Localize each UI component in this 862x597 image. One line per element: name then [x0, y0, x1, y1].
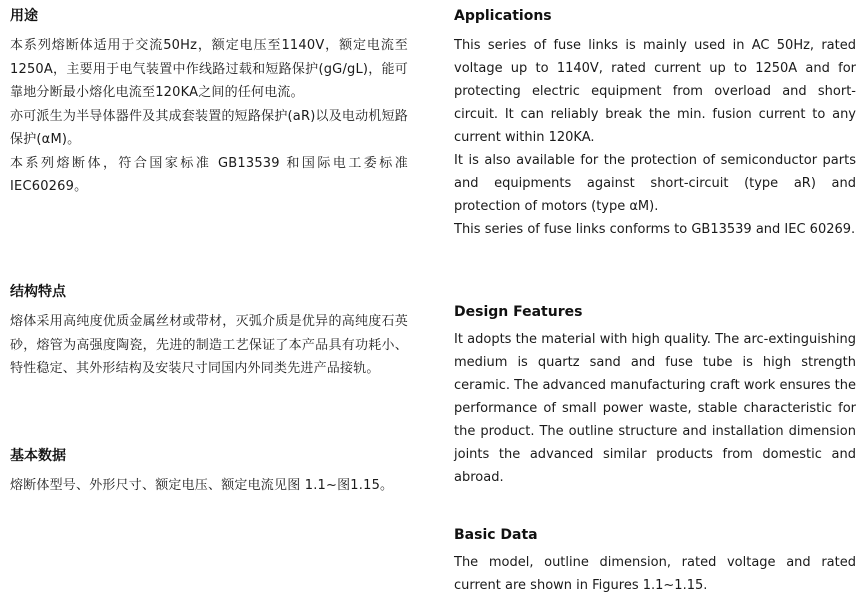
en-usage-section	[454, 6, 856, 241]
zh-usage-paragraph-3: 本系列熔断体，符合国家标准 GB13539 和国际电工委标准 IEC60269。	[10, 155, 408, 194]
zh-usage-paragraph-2: 亦可派生为半导体器件及其成套装置的短路保护(aR)以及电动机短路保护(αM)。	[10, 108, 408, 147]
zh-basic-section	[10, 446, 408, 498]
en-design-paragraph: It adopts the material with high quality. The arc-extinguishing medium is quartz sand and fuse tube is high strength ceramic. The advanced manufacturing craft work ensures the performance of small power waste, stable characteristic for the product. The outline structure and installation dimension joints the advanced similar products from domestic and abroad.	[454, 332, 856, 485]
en-basic-heading: Basic Data	[454, 527, 538, 543]
zh-usage-paragraph-1: 本系列熔断体适用于交流50Hz，额定电压至1140V，额定电流至1250A，主要用于电气装置中作线路过载和短路保护(gG/gL)，能可靠地分断最小熔化电流至120KA之间的任何电流。	[10, 38, 408, 100]
en-basic-section	[454, 525, 856, 597]
zh-design-section	[10, 282, 408, 381]
zh-usage-heading: 用途	[10, 8, 38, 24]
en-usage-heading: Applications	[454, 8, 552, 24]
zh-design-heading: 结构特点	[10, 284, 66, 300]
zh-basic-paragraph: 熔断体型号、外形尺寸、额定电压、额定电流见图 1.1~图1.15。	[10, 478, 394, 493]
zh-design-paragraph: 熔体采用高纯度优质金属丝材或带材，灭弧介质是优异的高纯度石英砂，熔管为高强度陶瓷，先进的制造工艺保证了本产品具有功耗小、特性稳定、其外形结构及安装尺寸同国内外同类先进产品接轨。	[10, 314, 408, 376]
zh-usage-section	[10, 6, 408, 199]
zh-basic-heading: 基本数据	[10, 448, 66, 464]
en-design-heading: Design Features	[454, 304, 583, 320]
en-usage-paragraph-1: This series of fuse links is mainly used in AC 50Hz, rated voltage up to 1140V, rated current up to 1250A and for protecting electric equipment from overload and short-circuit. It can reliably break the min. fusion current to any current within 120KA.	[454, 38, 856, 145]
en-usage-paragraph-2: It is also available for the protection of semiconductor parts and equipments against short-circuit (type aR) and protection of motors (type αM).	[454, 153, 856, 214]
en-design-section	[454, 302, 856, 489]
en-usage-paragraph-3: This series of fuse links conforms to GB13539 and IEC 60269.	[454, 222, 856, 237]
en-basic-paragraph: The model, outline dimension, rated voltage and rated current are shown in Figures 1.1~1.15.	[454, 555, 856, 593]
